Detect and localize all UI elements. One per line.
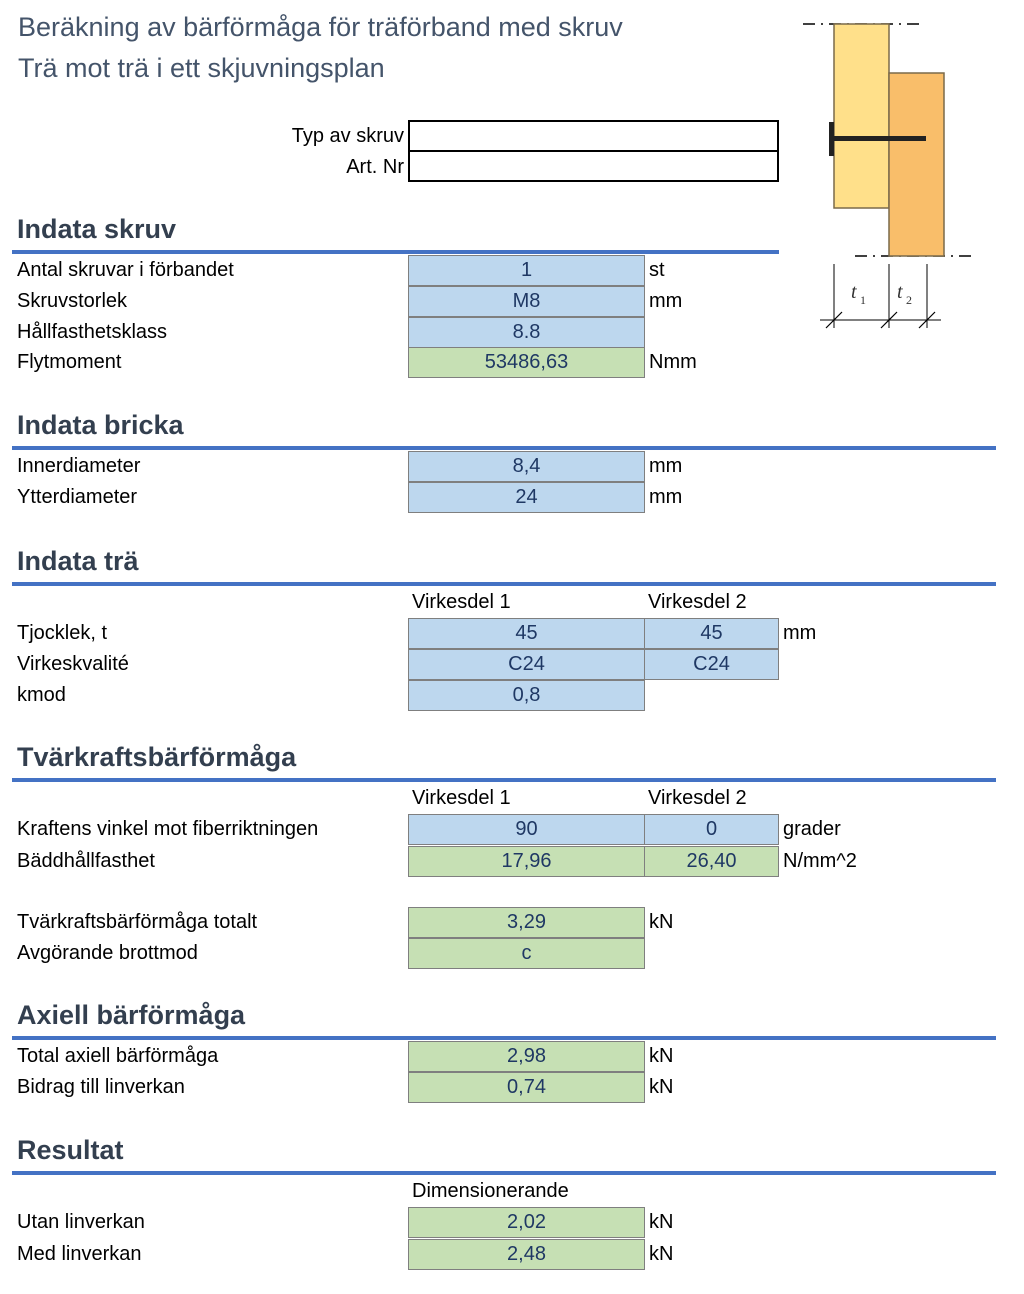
section-heading-indata-skruv: Indata skruv: [17, 214, 177, 244]
angle-part-1-input[interactable]: 90: [408, 814, 645, 845]
row-label: Bidrag till linverkan: [17, 1076, 185, 1098]
section-heading-indata-bricka: Indata bricka: [17, 410, 184, 440]
embedment-part-2-value: 26,40: [644, 846, 779, 877]
unit-label: mm: [783, 622, 817, 644]
timber-part-2: [889, 73, 944, 256]
column-header-part-2: Virkesdel 2: [648, 591, 747, 613]
failure-mode-value: c: [408, 938, 645, 969]
row-label: Tjocklek, t: [17, 622, 108, 644]
row-label: Bäddhållfasthet: [17, 850, 155, 872]
section-rule: [12, 250, 779, 254]
screw-type-input[interactable]: [408, 120, 779, 152]
column-header-part-1: Virkesdel 1: [412, 591, 511, 613]
unit-label: st: [649, 259, 665, 281]
screw-shank: [834, 136, 926, 141]
shear-capacity-total-value: 3,29: [408, 907, 645, 938]
row-label: Med linverkan: [17, 1243, 142, 1265]
screw-size-input[interactable]: M8: [408, 286, 645, 317]
joint-diagram: [795, 10, 985, 330]
unit-label: kN: [649, 911, 674, 933]
screw-count-input[interactable]: 1: [408, 255, 645, 286]
section-rule: [12, 1036, 996, 1040]
column-header-part-2: Virkesdel 2: [648, 787, 747, 809]
screw-type-label: Typ av skruv: [291, 125, 404, 147]
row-label: Hållfasthetsklass: [17, 321, 168, 343]
row-label: Total axiell bärförmåga: [17, 1045, 219, 1067]
kmod-input[interactable]: 0,8: [408, 680, 645, 711]
unit-label: mm: [649, 290, 683, 312]
unit-label: mm: [649, 455, 683, 477]
section-rule: [12, 778, 996, 782]
grade-part-2-input[interactable]: C24: [644, 649, 779, 680]
outer-diameter-input[interactable]: 24: [408, 482, 645, 513]
unit-label: kN: [649, 1211, 674, 1233]
result-without-rope-value: 2,02: [408, 1207, 645, 1238]
grade-part-1-input[interactable]: C24: [408, 649, 645, 680]
page-subtitle: Trä mot trä i ett skjuvningsplan: [18, 53, 385, 83]
unit-label: kN: [649, 1076, 674, 1098]
art-nr-input[interactable]: [408, 150, 779, 182]
section-heading-tvarkraft: Tvärkraftsbärförmåga: [17, 742, 297, 772]
unit-label: mm: [649, 486, 683, 508]
row-label: Tvärkraftsbärförmåga totalt: [17, 911, 258, 933]
unit-label: kN: [649, 1243, 674, 1265]
inner-diameter-input[interactable]: 8,4: [408, 451, 645, 482]
section-heading-resultat: Resultat: [17, 1135, 124, 1165]
unit-label: kN: [649, 1045, 674, 1067]
section-rule: [12, 1171, 996, 1175]
section-heading-axiell: Axiell bärförmåga: [17, 1000, 246, 1030]
column-header-dimensioning: Dimensionerande: [412, 1180, 569, 1202]
embedment-part-1-value: 17,96: [408, 846, 645, 877]
thickness-part-2-input[interactable]: 45: [644, 618, 779, 649]
t1-label: t: [851, 281, 857, 303]
row-label: Innerdiameter: [17, 455, 141, 477]
row-label: Antal skruvar i förbandet: [17, 259, 234, 281]
row-label: Kraftens vinkel mot fiberriktningen: [17, 818, 319, 840]
row-label: Flytmoment: [17, 351, 122, 373]
row-label: Ytterdiameter: [17, 486, 138, 508]
section-rule: [12, 446, 996, 450]
section-heading-indata-tra: Indata trä: [17, 546, 139, 576]
row-label: Avgörande brottmod: [17, 942, 198, 964]
strength-class-input[interactable]: 8.8: [408, 317, 645, 348]
axial-capacity-value: 2,98: [408, 1041, 645, 1072]
row-label: kmod: [17, 684, 66, 706]
thickness-part-1-input[interactable]: 45: [408, 618, 645, 649]
row-label: Virkeskvalité: [17, 653, 129, 675]
row-label: Utan linverkan: [17, 1211, 145, 1233]
rope-effect-value: 0,74: [408, 1072, 645, 1103]
screw-head: [829, 122, 834, 156]
t2-label: t: [897, 281, 903, 303]
timber-part-1: [834, 24, 889, 208]
row-label: Skruvstorlek: [17, 290, 128, 312]
unit-label: Nmm: [649, 351, 697, 373]
angle-part-2-input[interactable]: 0: [644, 814, 779, 845]
t1-subscript: 1: [860, 293, 866, 307]
result-with-rope-value: 2,48: [408, 1239, 645, 1270]
t2-subscript: 2: [906, 293, 912, 307]
column-header-part-1: Virkesdel 1: [412, 787, 511, 809]
section-rule: [12, 582, 996, 586]
yield-moment-value: 53486,63: [408, 347, 645, 378]
unit-label: grader: [783, 818, 841, 840]
art-nr-label: Art. Nr: [346, 156, 404, 178]
page-title: Beräkning av bärförmåga för träförband med skruv: [18, 12, 623, 42]
unit-label: N/mm^2: [783, 850, 857, 872]
